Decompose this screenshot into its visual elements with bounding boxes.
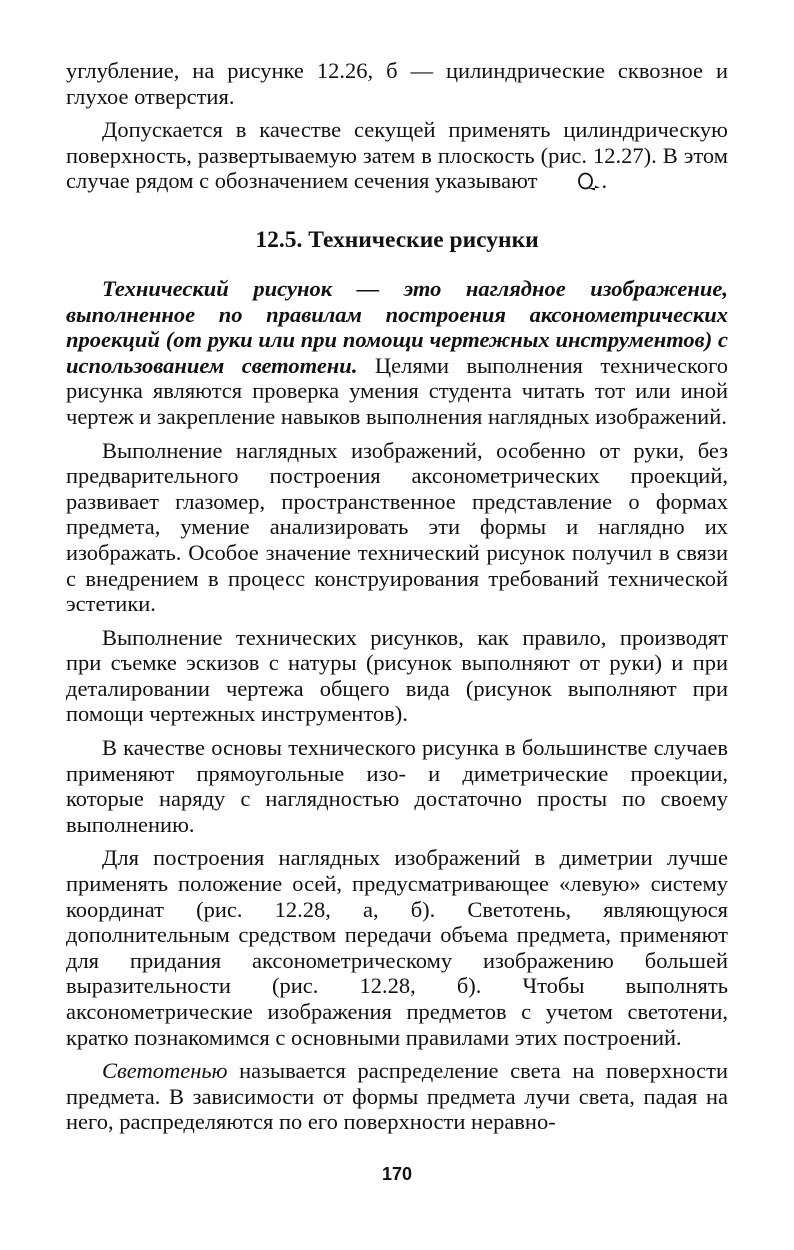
unrolled-section-symbol-icon [541,171,601,197]
paragraph-text: Допускается в качестве секущей применять цилиндрическую поверхность, развертываемую затем в плоскость (рис. 12.27). В этом случае рядом с обозначением сечения указывают [66,117,728,194]
chiaroscuro-rest: называется распределение света на поверхности предмета. В зависимости от формы предмета лучи света, падая на него, распределяются по его поверхности неравно- [66,1058,728,1135]
paragraph-projections: В качестве основы технического рисунка в большинстве случаев применяют прямоугольные изо- и диметрические проекции, которые наряду с наглядностью достаточно просты по своему выполнению. [66,735,728,837]
definition-rest: Целями выполнения технического рисунка являются проверка умения студента читать тот или иной чертеж и закрепление навыков выполнения наглядных изображений. [66,352,728,429]
page-body [66,58,728,1135]
paragraph-end: . [601,168,608,194]
paragraph-execution: Выполнение технических рисунков, как правило, производят при съемке эскизов с натуры (рисунок выполняют от руки) и при деталировании чертежа общего вида (рисунок выполняют при помощи чертежных инструментов). [66,624,728,727]
definition-text: Технический рисунок — это наглядное изображение, выполненное по правилам построения аксонометрических проекций (от руки или при помощи чертежных инструментов) с использованием светотени. [66,275,728,378]
paragraph-cylindrical-section [66,117,728,197]
paragraph-definition [66,276,728,430]
paragraph-visual-skills: Выполнение наглядных изображений, особенно от руки, без предварительного построения аксонометрических проекций, развивает глазомер, пространственное представление о формах предмета, умение анализировать эти формы и наглядно их изображать. Особое значение технический рисунок получил в связи с внедрением в процесс конструирования требований технической эстетики. [66,437,728,617]
page-number: 170 [381,1164,413,1184]
paragraph-dimetry: Для построения наглядных изображений в диметрии лучше применять положение осей, предусматривающее «левую» систему координат (рис. 12.28, а, б). Светотень, являющуюся дополнительным средством передачи объема предмета, применяют для придания аксонометрическому изображению большей выразительности (рис. 12.28, б). Чтобы выполнять аксонометрические изображения предметов с учетом светотени, кратко познакомимся с основными правилами этих построений. [66,845,728,1050]
paragraph-continuation: углубление, на рисунке 12.26, б — цилиндрические сквозное и глухое отверстия. [66,58,728,109]
section-heading: 12.5. Технические рисунки [255,226,539,253]
paragraph-chiaroscuro [66,1058,728,1135]
term-chiaroscuro: Светотенью [102,1058,228,1084]
